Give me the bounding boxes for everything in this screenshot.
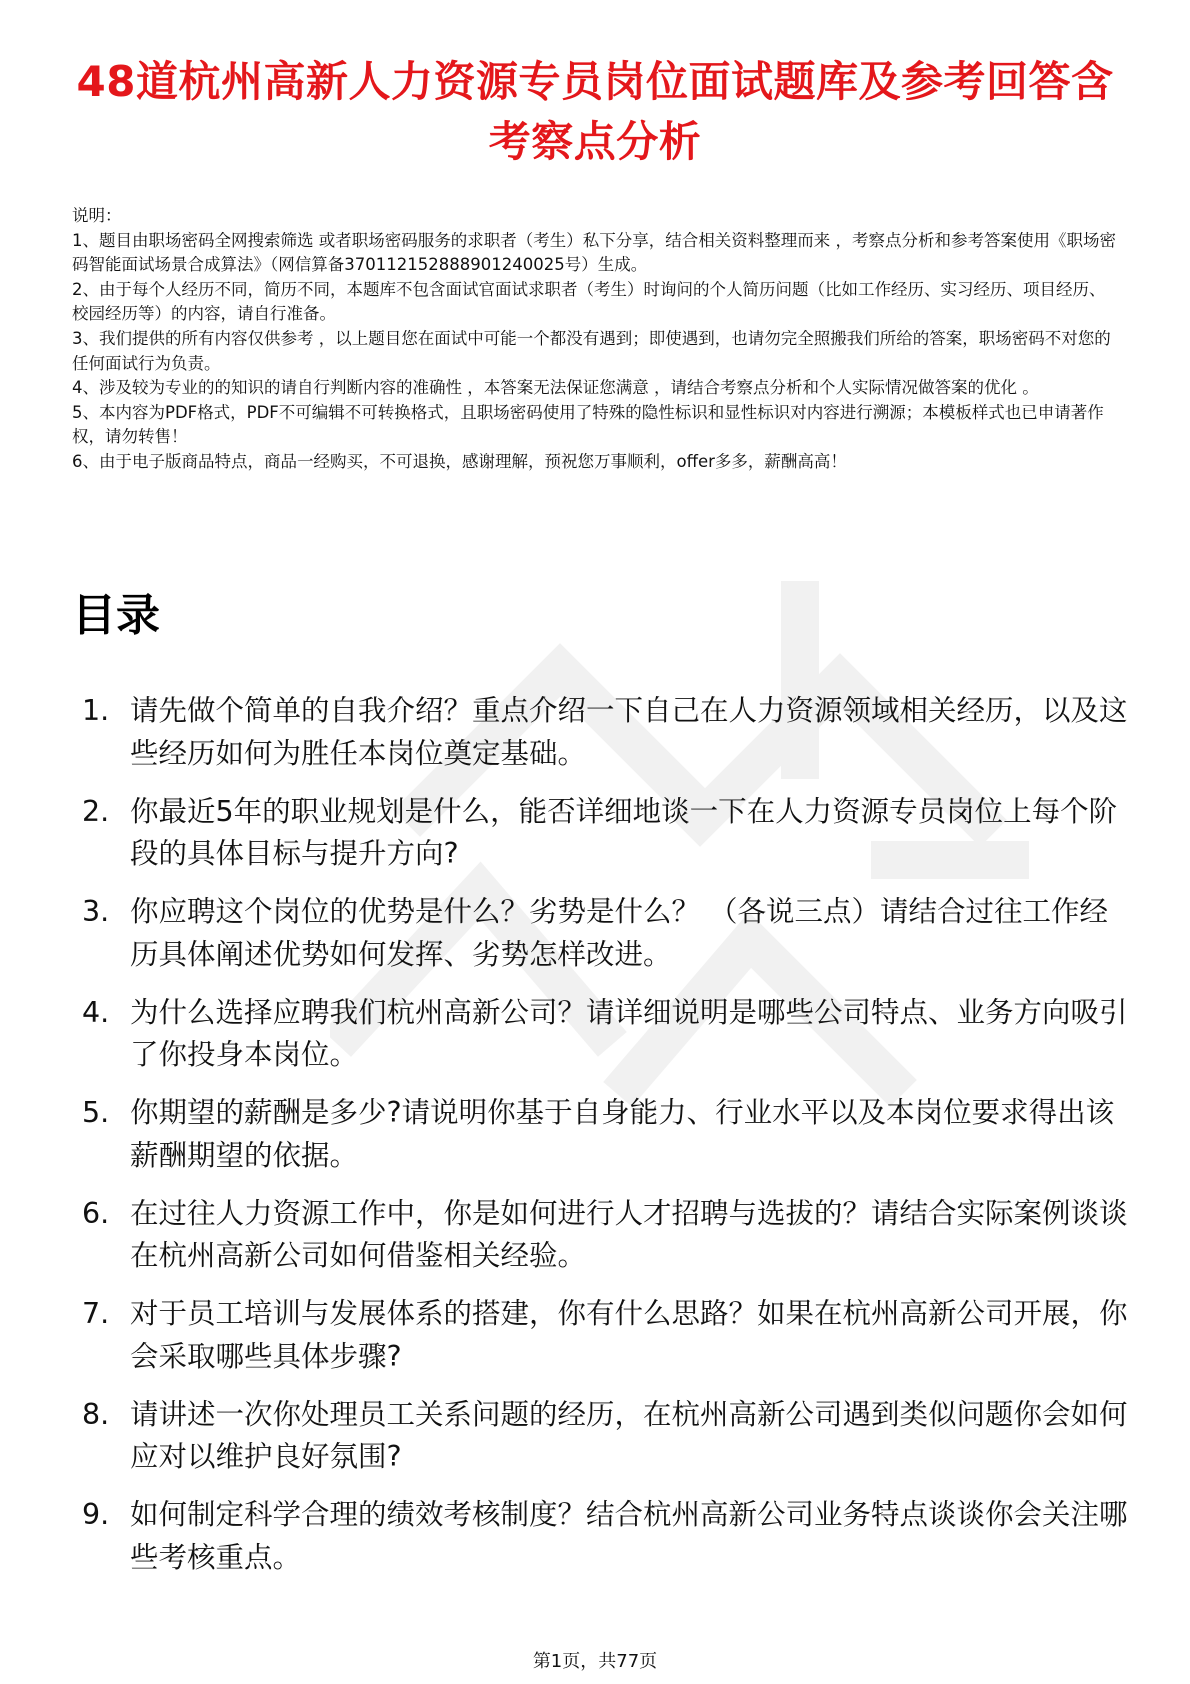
question-item-6 — [72, 1193, 1132, 1278]
question-text: 请先做个简单的自我介绍？重点介绍一下自己在人力资源领域相关经历，以及这些经历如何为胜任本岗位奠定基础。 — [130, 694, 1128, 770]
page-footer: 第1页，共77页 — [532, 1651, 658, 1672]
question-number: 2. — [82, 794, 110, 828]
note-item-3: 3、我们提供的所有内容仅供参考 ，以上题目您在面试中可能一个都没有遇到；即使遇到，也请勿完全照搬我们所给的答案，职场密码不对您的任何面试行为负责。 — [72, 328, 1111, 373]
note-item-5: 5、本内容为PDF格式，PDF不可编辑不可转换格式，且职场密码使用了特殊的隐性标识和显性标识对内容进行溯源；本模板样式也已申请著作权，请勿转售！ — [72, 402, 1104, 447]
question-number: 3. — [82, 895, 110, 928]
question-text: 你最近5年的职业规划是什么，能否详细地谈一下在人力资源专员岗位上每个阶段的具体目标与提升方向? — [130, 794, 1118, 870]
notes-label: 说明： — [72, 206, 122, 225]
question-list — [72, 690, 1132, 1595]
toc-heading: 目录 — [72, 590, 160, 641]
question-item-2 — [72, 791, 1132, 876]
question-item-3 — [72, 891, 1132, 976]
question-number: 4. — [82, 995, 110, 1029]
question-text: 请讲述一次你处理员工关系问题的经历，在杭州高新公司遇到类似问题你会如何应对以维护良好氛围? — [130, 1397, 1128, 1473]
question-text: 为什么选择应聘我们杭州高新公司？请详细说明是哪些公司特点、业务方向吸引了你投身本岗位。 — [130, 995, 1128, 1071]
question-text: 如何制定科学合理的绩效考核制度？结合杭州高新公司业务特点谈谈你会关注哪些考核重点。 — [130, 1498, 1128, 1574]
note-item-4: 4、涉及较为专业的的知识的请自行判断内容的准确性 ，本答案无法保证您满意 ，请结合考察点分析和个人实际情况做答案的优化 。 — [72, 378, 1039, 398]
question-text: 对于员工培训与发展体系的搭建，你有什么思路？如果在杭州高新公司开展，你会采取哪些具体步骤? — [130, 1297, 1128, 1373]
question-item-9 — [72, 1494, 1132, 1579]
question-number: 9. — [82, 1498, 110, 1531]
question-number: 7. — [82, 1297, 110, 1330]
question-item-4 — [72, 992, 1132, 1077]
question-item-5 — [72, 1092, 1132, 1177]
question-number: 8. — [82, 1397, 110, 1431]
question-item-1 — [72, 690, 1132, 775]
question-item-7 — [72, 1293, 1132, 1378]
note-item-2: 2、由于每个人经历不同，简历不同，本题库不包含面试官面试求职者（考生）时询问的个人简历问题（比如工作经历、实习经历、项目经历、校园经历等）的内容，请自行准备。 — [72, 279, 1106, 324]
note-item-6: 6、由于电子版商品特点，商品一经购买，不可退换，感谢理解，预祝您万事顺利，offer多多，薪酬高高！ — [72, 451, 847, 471]
question-text: 在过往人力资源工作中，你是如何进行人才招聘与选拔的？请结合实际案例谈谈在杭州高新公司如何借鉴相关经验。 — [130, 1196, 1128, 1272]
note-item-1: 1、题目由职场密码全网搜索筛选 或者职场密码服务的求职者（考生）私下分享，结合相关资料整理而来 ，考察点分析和参考答案使用《职场密码智能面试场景合成算法》（网信算备370112152888901240025号）生成。 — [72, 230, 1116, 275]
question-number: 1. — [82, 694, 110, 727]
question-number: 6. — [82, 1196, 110, 1230]
question-text: 你应聘这个岗位的优势是什么？劣势是什么？ （各说三点）请结合过往工作经历具体阐述优势如何发挥、劣势怎样改进。 — [130, 895, 1109, 971]
question-item-8 — [72, 1394, 1132, 1479]
notes-section — [72, 204, 1120, 475]
document-title: 48道杭州高新人力资源专员岗位面试题库及参考回答含考察点分析 — [76, 57, 1114, 166]
question-number: 5. — [82, 1096, 110, 1129]
question-text: 你期望的薪酬是多少?请说明你基于自身能力、行业水平以及本岗位要求得出该薪酬期望的依据。 — [130, 1096, 1115, 1172]
